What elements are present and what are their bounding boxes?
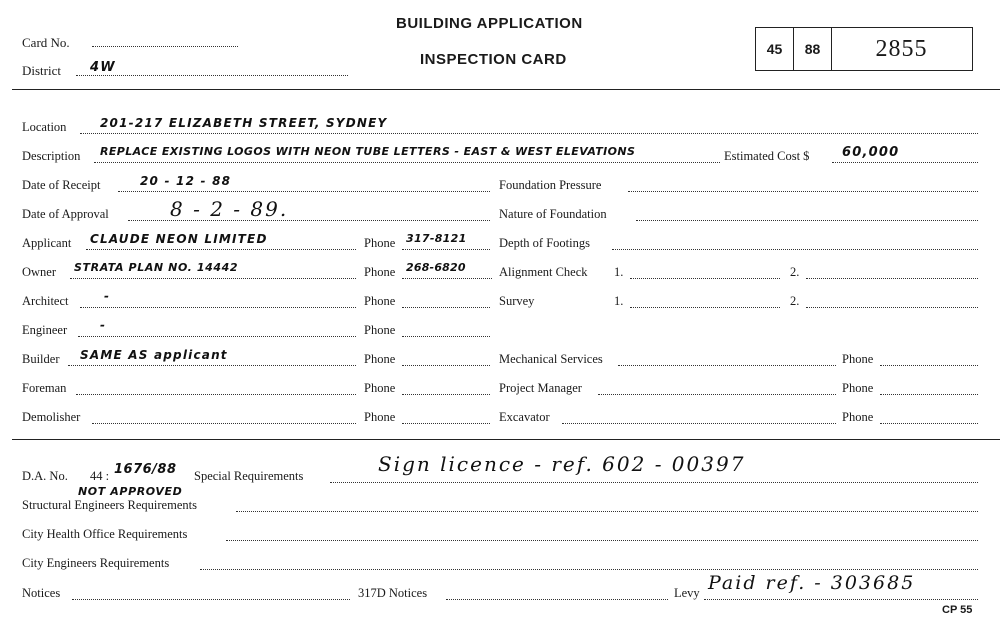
owner-value: STRATA PLAN NO. 14442 [74,261,239,274]
excavator-label: Excavator [499,410,550,424]
builder-value: SAME AS applicant [80,348,228,362]
excavator-phone-line [880,423,978,424]
divider-middle [12,439,1000,440]
survey-line-2 [806,307,978,308]
architect-phone-line [402,307,490,308]
district-label: District [22,63,61,78]
builder-phone-line [402,365,490,366]
city-health-label: City Health Office Requirements [22,527,188,541]
architect-label: Architect [22,294,69,308]
da-value: 1676/88 [114,462,177,477]
mechanical-services-line [618,365,836,366]
district-value: 4W [90,60,116,75]
engineer-phone-line [402,336,490,337]
applicant-label: Applicant [22,236,72,250]
mechanical-services-phone-line [880,365,978,366]
foreman-phone-line [402,394,490,395]
card-no-line [92,46,238,47]
box-cell-1: 45 [756,28,794,70]
card-no-label: Card No. [22,35,70,50]
special-requirements-value: Sign licence - ref. 602 - 00397 [378,452,746,476]
depth-of-footings-line [612,249,978,250]
engineer-value: - [100,318,107,332]
builder-label: Builder [22,352,60,366]
excavator-phone-label: Phone [842,410,874,424]
engineer-label: Engineer [22,323,68,337]
owner-line [70,278,356,279]
alignment-check-label: Alignment Check [499,265,588,279]
estimated-cost-line [832,162,978,163]
foreman-label: Foreman [22,381,67,395]
owner-phone-label: Phone [364,265,396,279]
structural-note: NOT APPROVED [78,485,183,498]
levy-line [704,599,978,600]
project-manager-label: Project Manager [499,381,582,395]
applicant-line [86,249,356,250]
builder-line [68,365,356,366]
notices-line [72,599,350,600]
alignment-check-line-1 [630,278,780,279]
nature-of-foundation-label: Nature of Foundation [499,207,607,221]
foundation-pressure-line [628,191,978,192]
location-value: 201-217 ELIZABETH STREET, SYDNEY [100,116,388,130]
demolisher-line [92,423,356,424]
description-value: REPLACE EXISTING LOGOS WITH NEON TUBE LETTERS - EAST & WEST ELEVATIONS [100,145,636,158]
levy-label: Levy [674,586,700,600]
project-manager-phone-label: Phone [842,381,874,395]
survey-line-1 [630,307,780,308]
nature-of-foundation-line [636,220,978,221]
box-cell-2: 88 [794,28,832,70]
divider-top [12,89,1000,90]
foreman-phone-label: Phone [364,381,396,395]
architect-phone-label: Phone [364,294,396,308]
estimated-cost-value: 60,000 [842,145,900,160]
description-line [94,162,720,163]
date-of-approval-label: Date of Approval [22,207,109,221]
levy-value: Paid ref. - 303685 [708,572,916,594]
city-health-line [226,540,978,541]
notices-317d-line [446,599,668,600]
survey-n2: 2. [790,294,800,308]
owner-phone-line [402,278,492,279]
location-line [80,133,978,134]
title-line-1: BUILDING APPLICATION [396,15,583,32]
date-of-receipt-value: 20 - 12 - 88 [140,174,232,188]
project-manager-line [598,394,836,395]
demolisher-phone-label: Phone [364,410,396,424]
alignment-check-n1: 1. [614,265,624,279]
district-line [76,75,348,76]
applicant-phone-value: 317-8121 [406,232,467,245]
da-label: D.A. No. [22,469,68,483]
estimated-cost-label: Estimated Cost $ [724,149,810,163]
alignment-check-n2: 2. [790,265,800,279]
project-manager-phone-line [880,394,978,395]
special-requirements-label: Special Requirements [194,469,304,483]
notices-317d-label: 317D Notices [358,586,428,600]
date-of-approval-value: 8 - 2 - 89. [170,197,289,221]
engineer-line [78,336,356,337]
city-engineers-line [200,569,978,570]
special-requirements-line [330,482,978,483]
foundation-pressure-label: Foundation Pressure [499,178,602,192]
engineer-phone-label: Phone [364,323,396,337]
depth-of-footings-label: Depth of Footings [499,236,590,250]
application-number-box [755,27,973,71]
notices-label: Notices [22,586,61,600]
alignment-check-line-2 [806,278,978,279]
builder-phone-label: Phone [364,352,396,366]
survey-label: Survey [499,294,535,308]
location-label: Location [22,120,67,134]
demolisher-label: Demolisher [22,410,81,424]
architect-value: - [104,289,111,303]
date-of-receipt-label: Date of Receipt [22,178,101,192]
date-of-receipt-line [118,191,490,192]
box-cell-number: 2855 [875,35,928,62]
demolisher-phone-line [402,423,490,424]
mechanical-services-label: Mechanical Services [499,352,603,366]
excavator-line [562,423,836,424]
owner-label: Owner [22,265,57,279]
title-line-2: INSPECTION CARD [420,51,567,68]
structural-requirements-label: Structural Engineers Requirements [22,498,197,512]
applicant-value: CLAUDE NEON LIMITED [90,232,268,246]
foreman-line [76,394,356,395]
mechanical-services-phone-label: Phone [842,352,874,366]
structural-requirements-line [236,511,978,512]
card-form-code: CP 55 [942,604,973,616]
owner-phone-value: 268-6820 [406,261,466,274]
architect-line [80,307,356,308]
da-prefix: 44 : [90,469,110,483]
applicant-phone-label: Phone [364,236,396,250]
city-engineers-label: City Engineers Requirements [22,556,170,570]
description-label: Description [22,149,81,163]
applicant-phone-line [402,249,490,250]
survey-n1: 1. [614,294,624,308]
